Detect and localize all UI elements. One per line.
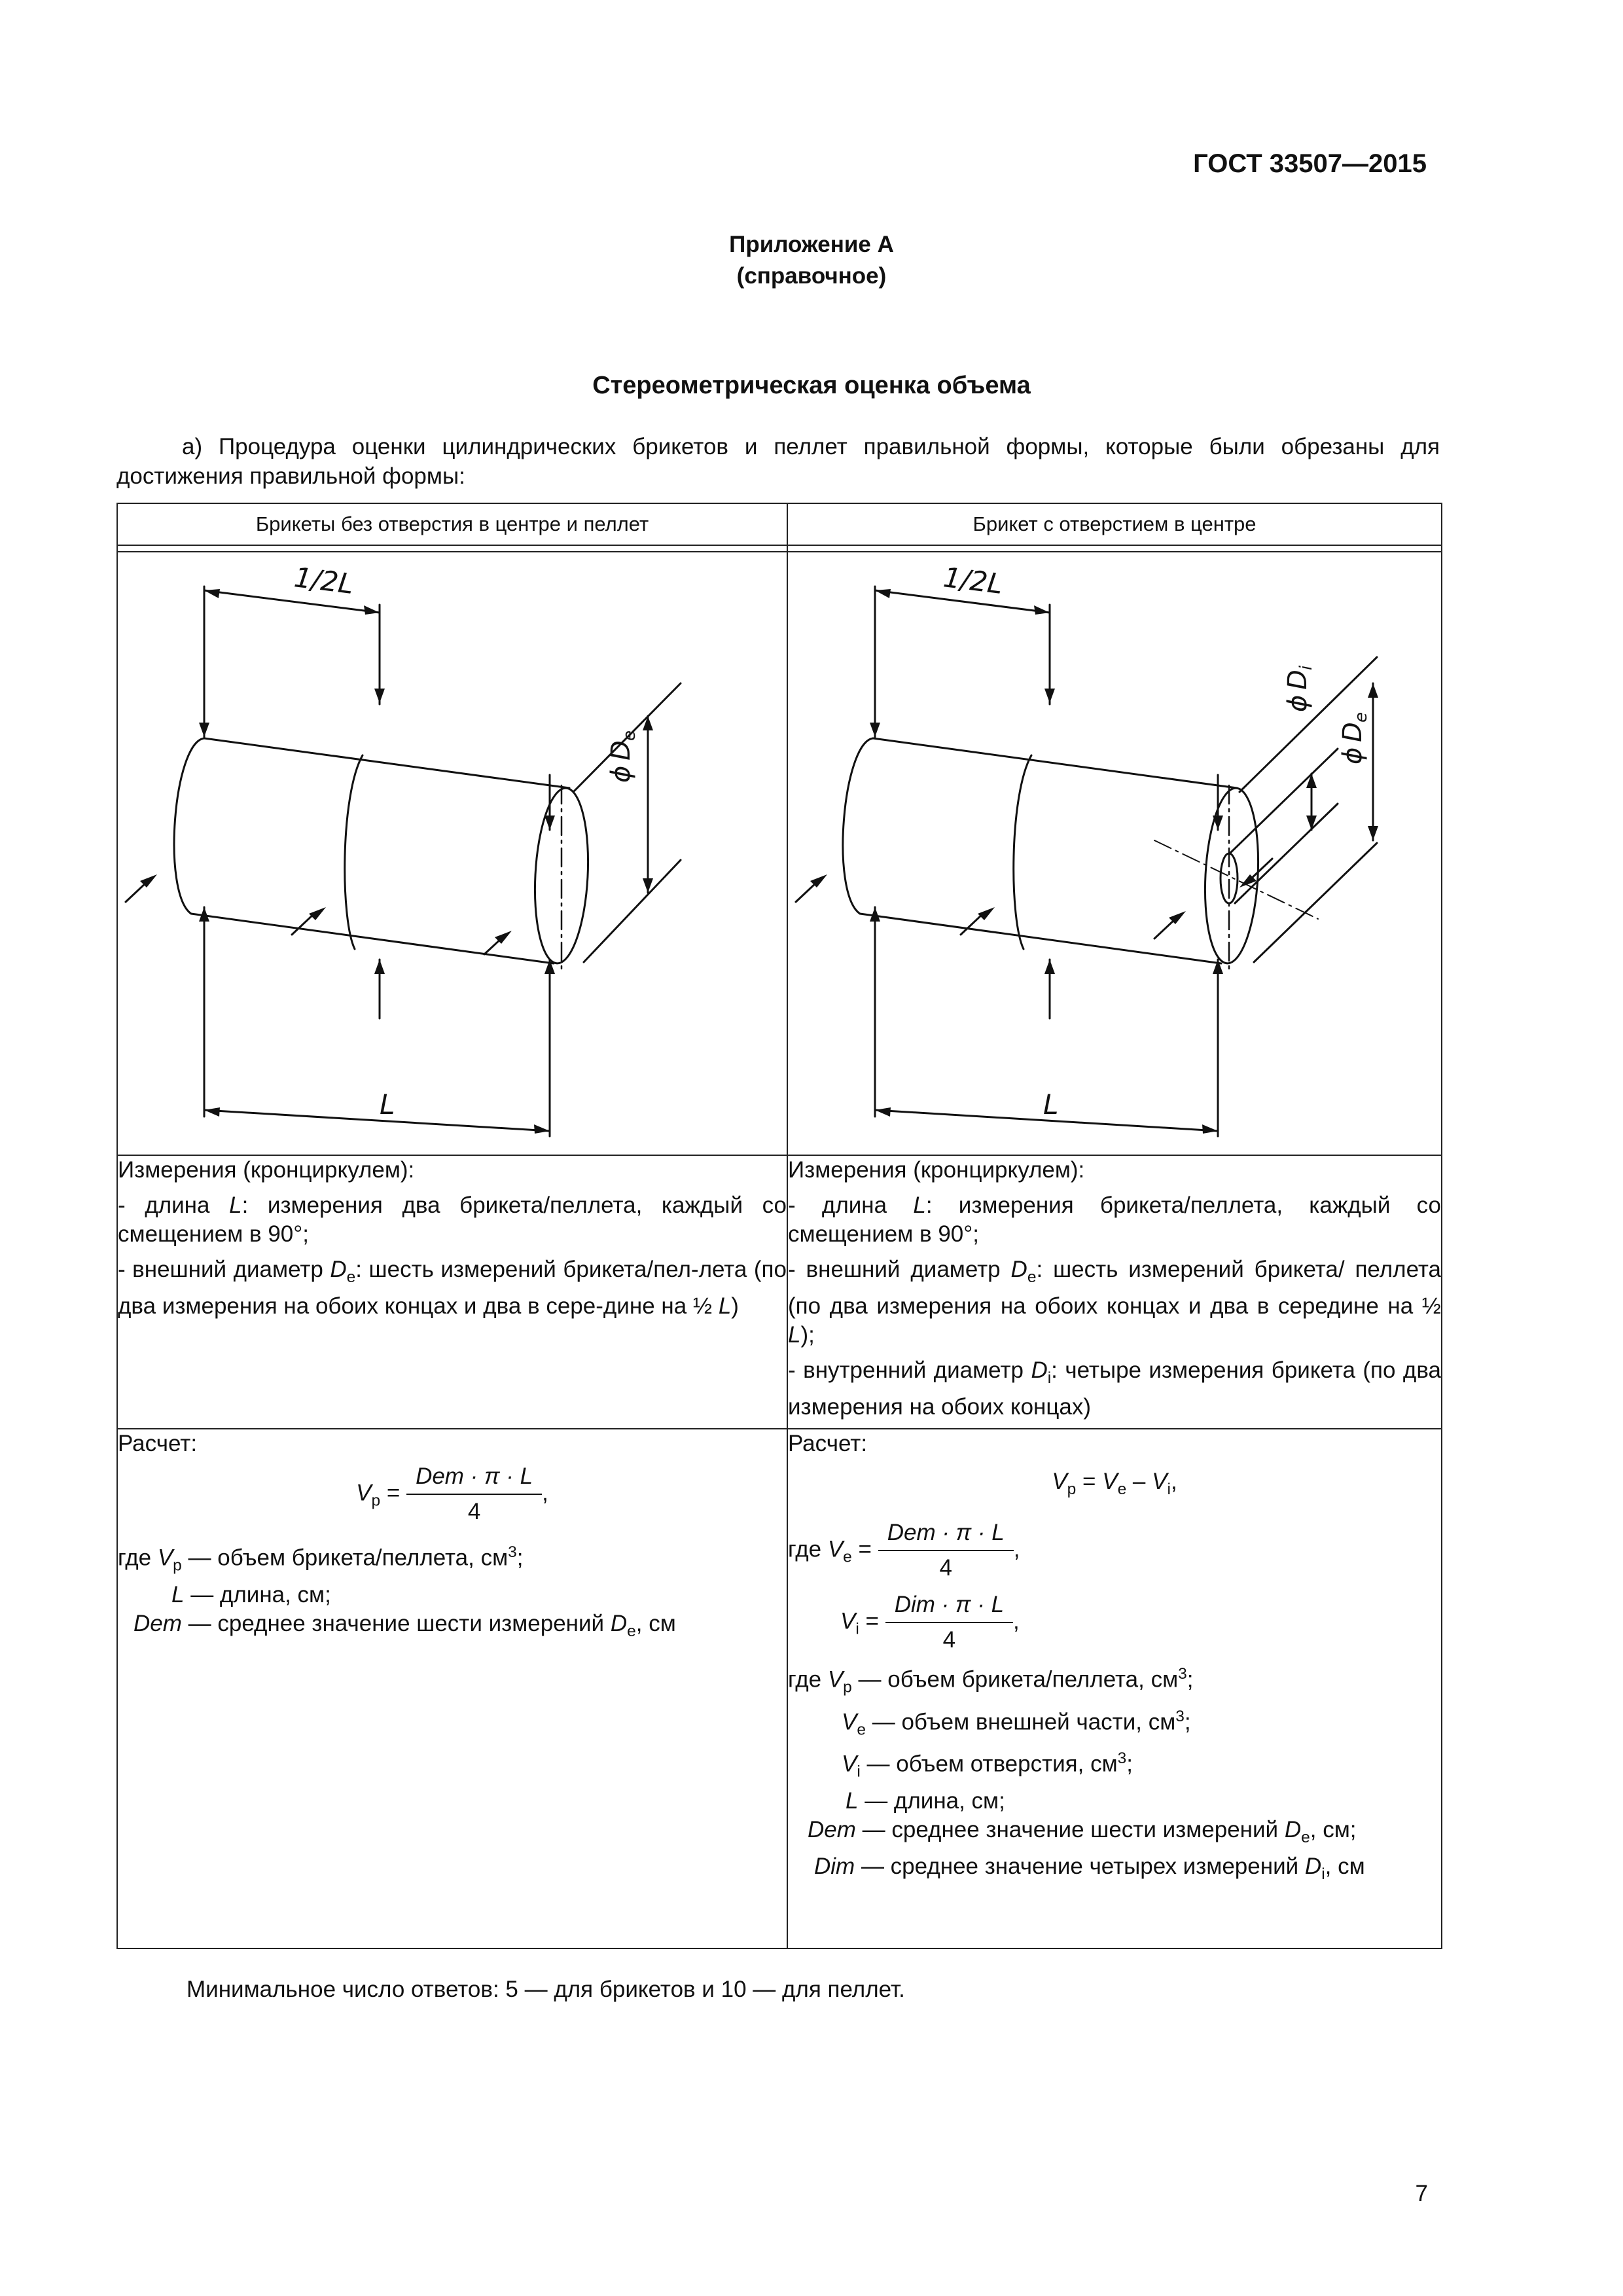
outer-diameter-label: D bbox=[606, 740, 636, 761]
half-length-label: 1/2L bbox=[292, 561, 356, 601]
measurements-heading: Измерения (кронциркулем): bbox=[118, 1157, 415, 1183]
measurement-outer-diameter: - внешний диаметр $D_e$: шесть измерений брикета/пел-лета (по два измерения на обоих концах и два в сере-дине на ½ L) bbox=[118, 1257, 787, 1319]
inner-diameter-label: D bbox=[1283, 670, 1313, 690]
phi-symbol-outer: ϕ bbox=[1338, 747, 1368, 764]
measurements-heading-hollow: Измерения (кронциркулем): bbox=[788, 1157, 1085, 1183]
measurement-length-hollow: - длина L: измерения брикета/пеллета, каждый со смещением в 90°; bbox=[788, 1193, 1441, 1247]
calculation-hollow bbox=[787, 1429, 1442, 1948]
formula-vi: $V_i$ = $\frac{\text{Dim · π · L}}{4}$ , bbox=[840, 1592, 1020, 1653]
definitions-hollow: где $V_p$ — объем брикета/пеллета, $см^3$; $V_e$ — объем внешней части, $см^3$; $V_i$ — объем отверстия, $см^3$; L — длина, см; Dem — среднее значение шести измерений $D_e$, см; Dim — среднее значение четырех измерений $D_i$, см bbox=[788, 1665, 1365, 1883]
half-length-label-hollow: 1/2L bbox=[941, 561, 1005, 601]
figure-hollow-cell bbox=[787, 552, 1442, 1155]
phi-symbol: ϕ bbox=[606, 765, 636, 783]
section-title: Стереометрическая оценка объема bbox=[592, 372, 1031, 399]
calculation-heading: Расчет: bbox=[118, 1431, 198, 1456]
calculation-heading-hollow: Расчет: bbox=[788, 1431, 868, 1456]
definitions-solid: где $V_p$ — объем брикета/пеллета, $см^3$; L — длина, см; Dem — среднее значение шести измерений $D_e$, см bbox=[118, 1543, 676, 1640]
length-label: L bbox=[380, 1088, 395, 1121]
outer-diameter-subscript-hollow: e bbox=[1351, 712, 1371, 723]
figure-solid-cylinder bbox=[118, 552, 787, 1155]
measurement-inner-diameter: - внутренний диаметр $D_i$: четыре измерения брикета (по два измерения на обоих концах) bbox=[788, 1357, 1441, 1420]
formula-ve: где $V_e$ = $\frac{\text{Dem · π · L}}{4}$ , bbox=[788, 1520, 1020, 1581]
calculation-solid bbox=[117, 1429, 787, 1948]
annex-subtitle: (справочное) bbox=[736, 263, 887, 289]
document-header: ГОСТ 33507—2015 bbox=[1193, 149, 1427, 178]
inner-diameter-subscript: i bbox=[1296, 665, 1316, 670]
phi-symbol-inner: ϕ bbox=[1283, 694, 1313, 712]
length-label-hollow: L bbox=[1043, 1088, 1059, 1121]
page-number: 7 bbox=[1415, 2181, 1428, 2206]
figure-solid-cell bbox=[117, 552, 787, 1155]
formula-vp-hollow: $V_p = V_e - V_i$, bbox=[1052, 1469, 1177, 1498]
measurements-hollow bbox=[787, 1155, 1442, 1429]
measurement-length: - длина L: измерения два брикета/пеллета, каждый со смещением в 90°; bbox=[118, 1193, 787, 1247]
outer-diameter-subscript: e bbox=[620, 730, 639, 741]
column-header-solid: Брикеты без отверстия в центре и пеллет bbox=[117, 503, 787, 545]
outer-diameter-label-hollow: D bbox=[1338, 722, 1368, 742]
procedure-table bbox=[116, 503, 1442, 1949]
annex-heading bbox=[0, 229, 1623, 292]
figure-hollow-cylinder bbox=[788, 552, 1441, 1155]
annex-title: Приложение А bbox=[729, 232, 894, 257]
column-header-hollow: Брикет с отверстием в центре bbox=[787, 503, 1442, 545]
intro-paragraph: а) Процедура оценки цилиндрических брикетов и пеллет правильной формы, которые были обрезаны для достижения правильной формы: bbox=[116, 434, 1440, 489]
footnote: Минимальное число ответов: 5 — для брикетов и 10 — для пеллет. bbox=[187, 1977, 905, 2002]
measurement-outer-diameter-hollow: - внешний диаметр $D_e$: шесть измерений брикета/ пеллета (по два измерения на обоих концах и два в середине на ½ L); bbox=[788, 1257, 1441, 1348]
measurements-solid bbox=[117, 1155, 787, 1429]
formula-vp-solid: $V_p$ = $\frac{\text{Dem · π · L}}{4}$ , bbox=[356, 1463, 548, 1524]
